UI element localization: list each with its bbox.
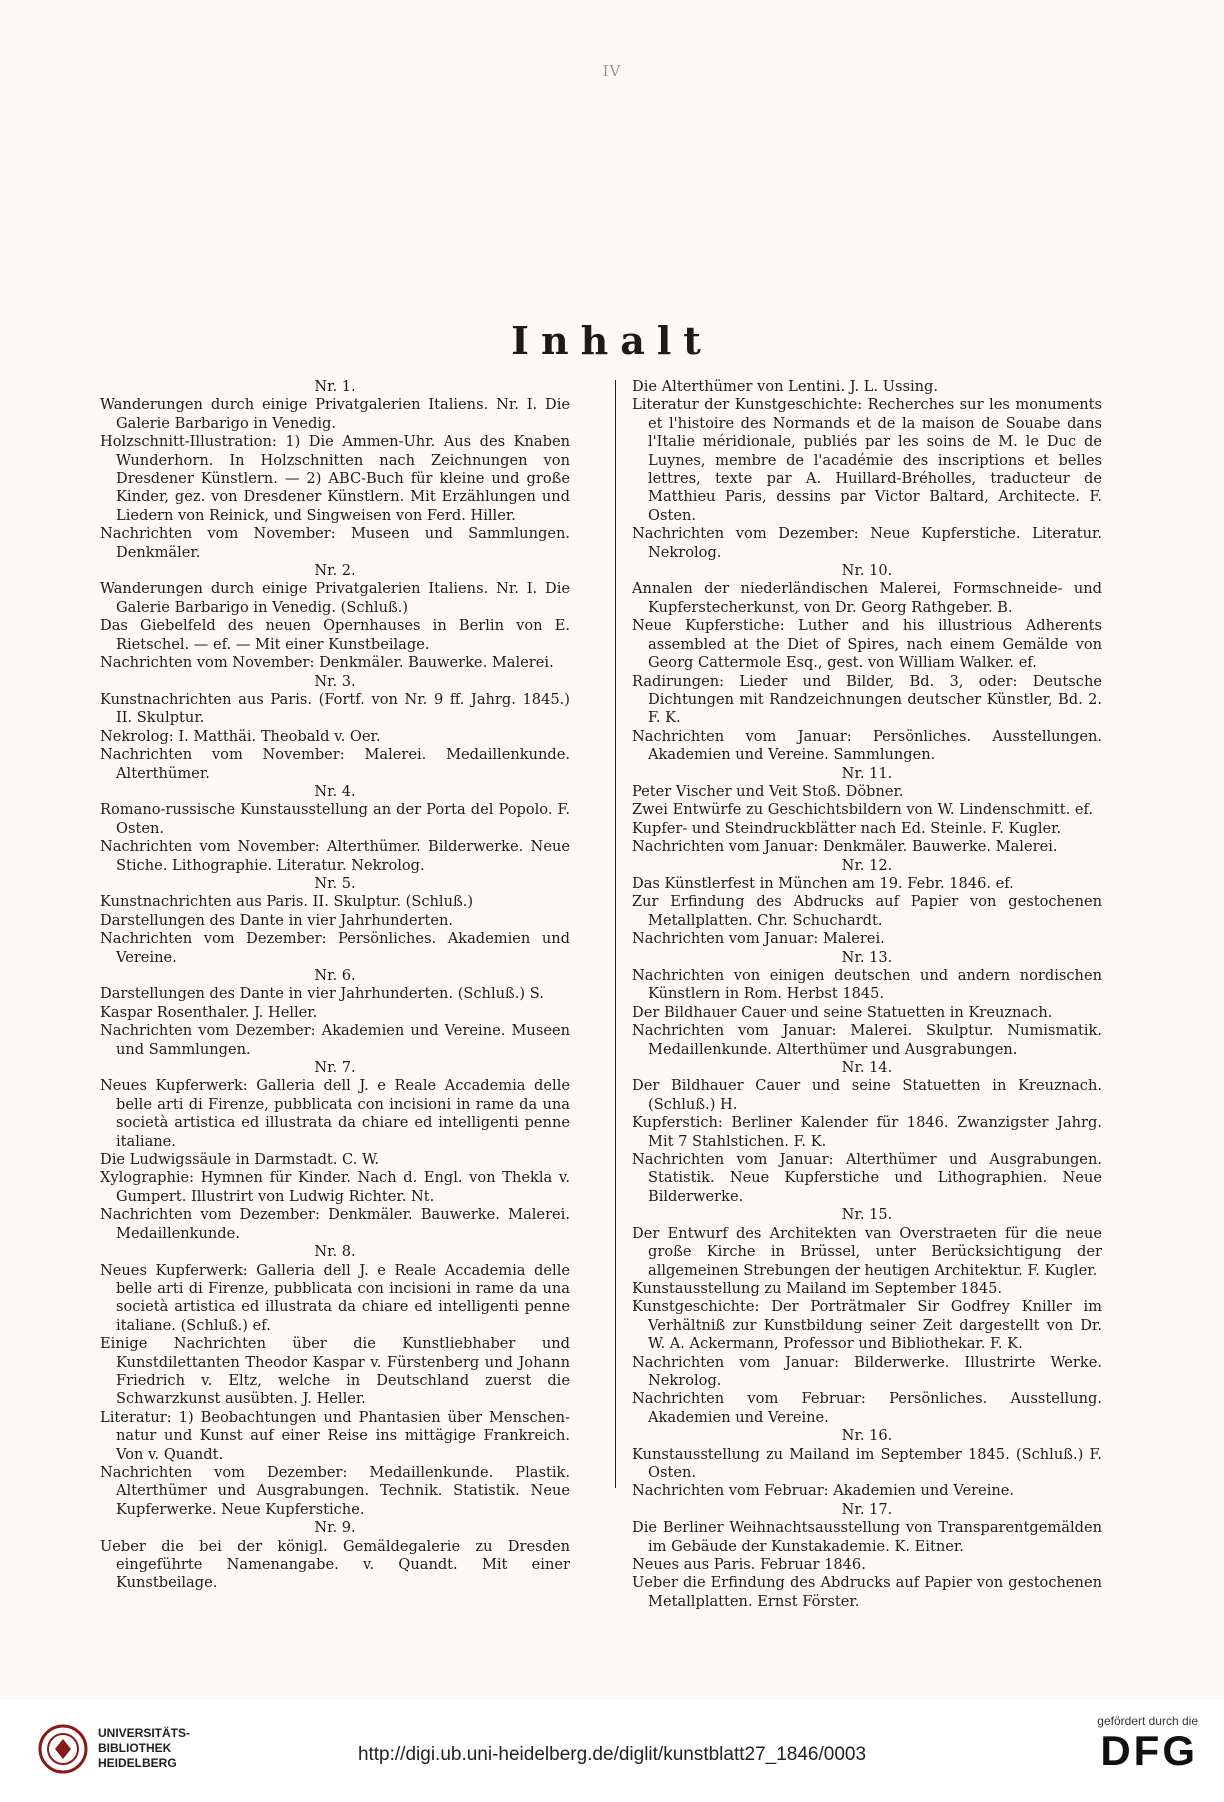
toc-entry: Kupferstich: Berliner Kalender für 1846. Zwanzigster Jahrg. Mit 7 Stahlstichen. F. K. — [632, 1114, 1102, 1150]
issue-number-heading: Nr. 12. — [841, 856, 893, 874]
toc-entry: Annalen der niederländischen Malerei, Formschneide- und Kupferstecherkunst, von Dr. Georg Rathgeber. B. — [632, 580, 1102, 616]
toc-entry: Die Ludwigssäule in Darmstadt. C. W. — [100, 1151, 380, 1169]
issue-number-heading: Nr. 13. — [841, 948, 893, 966]
toc-entry: Kunstgeschichte: Der Porträtmaler Sir Godfrey Kniller im Verhältniß zur Kunstbildung seiner Zeit dargestellt von Dr. W. A. Ackermann, Professor und Bibliothekar. F. K. — [632, 1298, 1102, 1353]
issue-number-heading: Nr. 8. — [314, 1243, 356, 1261]
toc-entry: Xylographie: Hymnen für Kinder. Nach d. Engl. von Thekla v. Gumpert. Illustrirt von Ludwig Richter. Nt. — [100, 1169, 570, 1205]
toc-entry: Zwei Entwürfe zu Geschichtsbildern von W. Lindenschmitt. ef. — [632, 801, 1094, 819]
toc-entry: Literatur der Kunstgeschichte: Recherches sur les monuments et l'histoire des Normands et de la maison de Souabe dans l'Italie méridionale, publiés par les soins de M. le Duc de Luynes, membre de l'académie des inscriptions et belles lettres, texte par A. Huillard-Bréholles, traducteur de Matthieu Paris, dessins par Victor Baltard, Architecte. F. Osten. — [632, 396, 1102, 524]
toc-entry: Nachrichten vom November: Museen und Sammlungen. Denkmäler. — [100, 525, 570, 561]
funder-logo[interactable] — [1097, 1714, 1198, 1774]
right-column — [632, 378, 1102, 1611]
toc-entry: Nachrichten vom Februar: Akademien und Vereine. — [632, 1482, 1015, 1500]
toc-entry: Der Bildhauer Cauer und seine Statuetten in Kreuznach. — [632, 1003, 1053, 1021]
toc-entry: Nachrichten vom Januar: Malerei. Skulptur. Numismatik. Medaillenkunde. Alterthümer und Ausgrabungen. — [632, 1022, 1102, 1058]
toc-entry: Nachrichten vom November: Malerei. Medaillenkunde. Alterthümer. — [100, 746, 570, 782]
column-divider — [615, 380, 616, 1488]
issue-number-heading: Nr. 14. — [841, 1059, 893, 1077]
toc-entry: Darstellungen des Dante in vier Jahrhunderten. — [100, 911, 454, 929]
toc-entry: Nachrichten vom Januar: Persönliches. Ausstellungen. Akademien und Vereine. Sammlungen. — [632, 727, 1102, 764]
toc-entry: Literatur: 1) Beobachtungen und Phantasien über Menschen-natur und Kunst auf einer Reise ins mittägige Frankreich. Von v. Quandt. — [100, 1408, 570, 1463]
issue-number-heading: Nr. 6. — [314, 967, 356, 984]
toc-entry: Die Alterthümer von Lentini. J. L. Ussing. — [632, 378, 939, 395]
source-url[interactable]: http://digi.ub.uni-heidelberg.de/diglit/kunstblatt27_1846/0003 — [357, 1744, 867, 1765]
funder-label: gefördert durch die — [1097, 1714, 1198, 1728]
toc-entry: Nachrichten vom Januar: Bilderwerke. Illustrirte Werke. Nekrolog. — [632, 1353, 1102, 1389]
left-column — [100, 378, 570, 1593]
toc-entry: Wanderungen durch einige Privatgalerien Italiens. Nr. I. Die Galerie Barbarigo in Venedig. (Schluß.) — [100, 580, 570, 616]
issue-number-heading: Nr. 11. — [841, 764, 893, 782]
issue-number-heading: Nr. 16. — [841, 1427, 893, 1445]
toc-entry: Zur Erfindung des Abdrucks auf Papier von gestochenen Metallplatten. Chr. Schuchardt. — [632, 893, 1102, 929]
issue-number-heading: Nr. 5. — [314, 874, 356, 892]
issue-number-heading: Nr. 15. — [841, 1206, 893, 1224]
toc-entry: Kaspar Rosenthaler. J. Heller. — [100, 1003, 318, 1021]
toc-entry: Einige Nachrichten über die Kunstliebhaber und Kunstdilettanten Theodor Kaspar v. Fürstenberg und Johann Friedrich v. Eltz, welche in Deutschland zuerst die Schwarzkunst ausübten. J. Heller. — [100, 1335, 570, 1408]
issue-number-heading: Nr. 7. — [314, 1059, 356, 1077]
issue-number-heading: Nr. 1. — [314, 378, 356, 395]
toc-entry: Neues Kupferwerk: Galleria dell J. e Reale Accademia delle belle arti di Firenze, pubblicata con incisioni in rame da una società artistica ed illustrata da chiare ed intelligenti penne italiane. — [100, 1077, 570, 1150]
toc-entry: Ueber die Erfindung des Abdrucks auf Papier von gestochenen Metallplatten. Ernst Förster. — [632, 1574, 1102, 1610]
toc-entry: Nachrichten vom November: Alterthümer. Bilderwerke. Neue Stiche. Lithographie. Literatur. Nekrolog. — [100, 838, 570, 874]
toc-entry: Holzschnitt-Illustration: 1) Die Ammen-Uhr. Aus des Knaben Wunderhorn. In Holzschnitten nach Zeichnungen von Dresdener Künstlern. — 2) ABC-Buch für kleine und große Kinder, gez. von Dresdener Künstlern. Mit Erzählungen und Liedern von Reinick, und Singweisen von Ferd. Hiller. — [100, 433, 570, 524]
toc-entry: Die Berliner Weihnachtsausstellung von Transparentgemälden im Gebäude der Kunstakademie. K. Eitner. — [632, 1519, 1102, 1555]
toc-entry: Das Künstlerfest in München am 19. Febr. 1846. ef. — [632, 874, 1014, 892]
toc-entry: Kunstnachrichten aus Paris. (Fortf. von Nr. 9 ff. Jahrg. 1845.) II. Skulptur. — [100, 690, 570, 727]
toc-entry: Nachrichten vom Dezember: Neue Kupferstiche. Literatur. Nekrolog. — [632, 525, 1102, 561]
toc-entry: Kunstausstellung zu Mailand im September 1845. (Schluß.) F. Osten. — [632, 1445, 1102, 1481]
funder-name: DFG — [1100, 1727, 1198, 1774]
toc-entry: Neues aus Paris. Februar 1846. — [632, 1556, 866, 1573]
toc-entry: Das Giebelfeld des neuen Opernhauses in Berlin von E. Rietschel. — ef. — Mit einer Kunstbeilage. — [100, 617, 570, 653]
toc-entry: Nachrichten vom Dezember: Persönliches. Akademien und Vereine. — [100, 930, 570, 966]
toc-entry: Nachrichten vom Januar: Malerei. — [632, 930, 885, 948]
toc-entry: Kupfer- und Steindruckblätter nach Ed. Steinle. F. Kugler. — [632, 819, 1062, 837]
toc-entry: Nachrichten vom November: Denkmäler. Bauwerke. Malerei. — [100, 654, 554, 672]
toc-entry: Neue Kupferstiche: Luther and his illustrious Adherents assembled at the Diet of Spires, nach einem Gemälde von Georg Cattermole Esq., gest. von William Walker. ef. — [632, 617, 1102, 672]
library-name: UNIVERSITÄTS- BIBLIOTHEK HEIDELBERG — [98, 1726, 191, 1770]
issue-number-heading: Nr. 3. — [314, 672, 356, 690]
page-title: Inhalt — [511, 318, 713, 363]
toc-entry: Nachrichten vom Februar: Persönliches. Ausstellung. Akademien und Vereine. — [632, 1390, 1102, 1426]
issue-number-heading: Nr. 17. — [841, 1500, 893, 1518]
toc-entry: Romano-russische Kunstausstellung an der Porta del Popolo. F. Osten. — [100, 801, 570, 837]
toc-entry: Peter Vischer und Veit Stoß. Döbner. — [632, 782, 904, 800]
toc-entry: Der Bildhauer Cauer und seine Statuetten in Kreuznach. (Schluß.) H. — [632, 1077, 1102, 1113]
toc-entry: Wanderungen durch einige Privatgalerien Italiens. Nr. I. Die Galerie Barbarigo in Venedig. — [100, 396, 570, 432]
issue-number-heading: Nr. 4. — [314, 782, 356, 800]
toc-entry: Neues Kupferwerk: Galleria dell J. e Reale Accademia delle belle arti di Firenze, pubblicata con incisioni in rame da una società artistica ed illustrata da chiare ed intelligenti penne italiane. (Schluß.) ef. — [100, 1261, 570, 1334]
issue-number-heading: Nr. 9. — [314, 1519, 356, 1537]
toc-entry: Nachrichten vom Januar: Alterthümer und Ausgrabungen. Statistik. Neue Kupferstiche und Lithographien. Neue Bilderwerke. — [632, 1151, 1102, 1205]
toc-entry: Nachrichten vom Januar: Denkmäler. Bauwerke. Malerei. — [632, 838, 1058, 856]
toc-entry: Kunstausstellung zu Mailand im September 1845. — [632, 1279, 1003, 1297]
toc-entry: Nachrichten vom Dezember: Medaillenkunde. Plastik. Alterthümer und Ausgrabungen. Technik. Statistik. Neue Kupferwerke. Neue Kupferstiche. — [100, 1463, 570, 1518]
toc-entry: Der Entwurf des Architekten van Overstraeten für die neue große Kirche in Brüssel, unter Berücksichtigung der allgemeinen Strebungen der heutigen Architektur. F. Kugler. — [632, 1224, 1102, 1279]
page-number: IV — [602, 62, 622, 80]
toc-entry: Kunstnachrichten aus Paris. II. Skulptur. (Schluß.) — [100, 893, 474, 911]
issue-number-heading: Nr. 10. — [841, 562, 893, 580]
toc-entry: Radirungen: Lieder und Bilder, Bd. 3, oder: Deutsche Dichtungen mit Randzeichnungen deutscher Künstler, Bd. 2. F. K. — [632, 672, 1102, 727]
toc-entry: Nachrichten vom Dezember: Denkmäler. Bauwerke. Malerei. Medaillenkunde. — [100, 1206, 570, 1242]
toc-entry: Nachrichten vom Dezember: Akademien und Vereine. Museen und Sammlungen. — [100, 1022, 570, 1058]
toc-entry: Ueber die bei der königl. Gemäldegalerie zu Dresden eingeführte Namenangabe. v. Quandt. Mit einer Kunstbeilage. — [100, 1537, 570, 1592]
issue-number-heading: Nr. 2. — [314, 562, 356, 580]
toc-entry: Nachrichten von einigen deutschen und andern nordischen Künstlern in Rom. Herbst 1845. — [632, 967, 1102, 1003]
toc-entry: Darstellungen des Dante in vier Jahrhunderten. (Schluß.) S. — [100, 985, 544, 1003]
toc-entry: Nekrolog: I. Matthäi. Theobald v. Oer. — [100, 727, 381, 745]
